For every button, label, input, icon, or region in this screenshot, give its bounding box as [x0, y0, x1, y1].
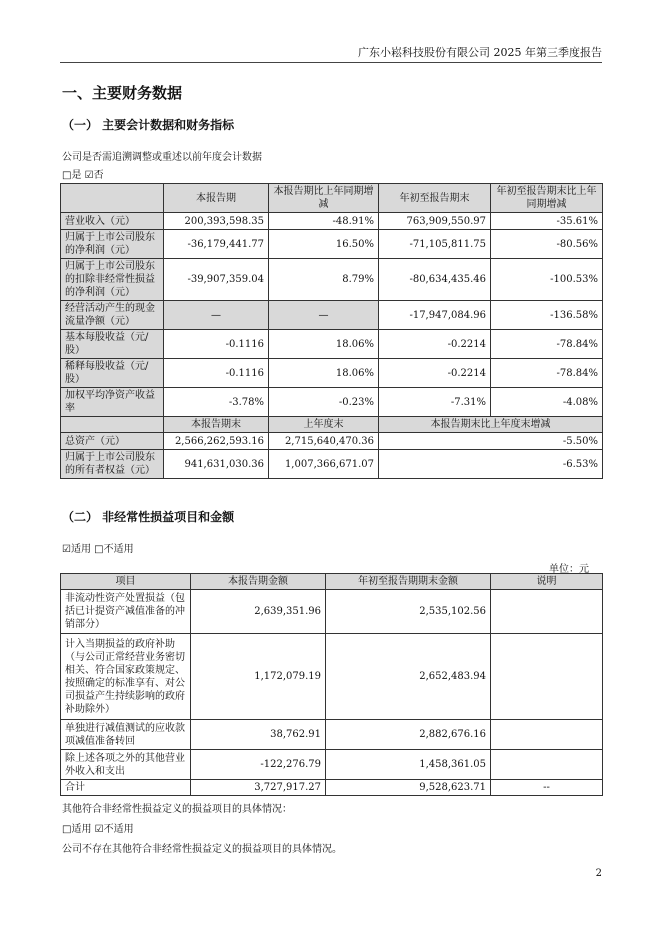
table-cell: 2,566,262,593.16: [164, 433, 269, 450]
table-cell: 2,882,676.16: [326, 720, 491, 750]
header-cell: [61, 417, 164, 433]
table-cell: -0.2214: [379, 359, 491, 388]
table-cell: [491, 634, 603, 720]
other-items-checkbox: □适用 ☑不适用: [62, 824, 134, 835]
row-label: 归属于上市公司股东的净利润（元）: [61, 230, 164, 259]
table-cell: --: [491, 780, 603, 796]
page-header-title: 广东小崧科技股份有限公司 2025 年第三季度报告: [358, 46, 602, 59]
header-cell: 年初至报告期末比上年同期增减: [491, 184, 603, 213]
table-row: [61, 213, 603, 230]
table-cell: 1,172,079.19: [191, 634, 326, 720]
header-cell: 年初至报告期期末金额: [326, 574, 491, 590]
table-cell: -0.23%: [269, 388, 379, 417]
table-row: [61, 259, 603, 301]
subsection-title-2: （二） 非经常性损益项目和金额: [62, 510, 235, 524]
table-row: [61, 301, 603, 330]
table-cell: —: [164, 301, 269, 330]
table-row: [61, 450, 603, 479]
row-label: 经营活动产生的现金流量净额（元）: [61, 301, 164, 330]
table-cell: 2,652,483.94: [326, 634, 491, 720]
table-cell: -122,276.79: [191, 750, 326, 780]
table-cell: -39,907,359.04: [164, 259, 269, 301]
table-cell: -6.53%: [379, 450, 603, 479]
table-cell: -36,179,441.77: [164, 230, 269, 259]
table-cell: -80.56%: [491, 230, 603, 259]
table-cell: -0.1116: [164, 330, 269, 359]
table-row: [61, 590, 603, 634]
table-row: [61, 388, 603, 417]
table-row: [61, 433, 603, 450]
row-label: 加权平均净资产收益率: [61, 388, 164, 417]
table-cell: -71,105,811.75: [379, 230, 491, 259]
table-total-row: [61, 780, 603, 796]
table-cell: -136.58%: [491, 301, 603, 330]
row-label: 合计: [61, 780, 191, 796]
applicable-checkbox: ☑适用 □不适用: [62, 544, 134, 555]
table-cell: -5.50%: [379, 433, 603, 450]
table-cell: 1,458,361.05: [326, 750, 491, 780]
table-cell: 2,535,102.56: [326, 590, 491, 634]
table-cell: -78.84%: [491, 330, 603, 359]
header-cell: 本报告期金额: [191, 574, 326, 590]
header-cell: 说明: [491, 574, 603, 590]
table-cell: -48.91%: [269, 213, 379, 230]
table-cell: -78.84%: [491, 359, 603, 388]
table-cell: -4.08%: [491, 388, 603, 417]
table-cell: -17,947,084.96: [379, 301, 491, 330]
header-cell: 上年度末: [269, 417, 379, 433]
table-cell: -100.53%: [491, 259, 603, 301]
row-label: 除上述各项之外的其他营业外收入和支出: [61, 750, 191, 780]
row-label: 稀释每股收益（元/股）: [61, 359, 164, 388]
header-divider: [60, 62, 602, 63]
table-cell: 8.79%: [269, 259, 379, 301]
table-row: [61, 359, 603, 388]
table-cell: 38,762.91: [191, 720, 326, 750]
table-row: [61, 330, 603, 359]
row-label: 营业收入（元）: [61, 213, 164, 230]
unit-label: 单位：元: [549, 564, 589, 575]
header-cell: [61, 184, 164, 213]
table-cell: [491, 590, 603, 634]
table-cell: [491, 750, 603, 780]
other-items-statement: 公司不存在其他符合非经常性损益定义的损益项目的具体情况。: [62, 844, 342, 855]
table-row: [61, 634, 603, 720]
table-cell: 2,639,351.96: [191, 590, 326, 634]
table-cell: -7.31%: [379, 388, 491, 417]
table-cell: 1,007,366,671.07: [269, 450, 379, 479]
table-cell: -0.1116: [164, 359, 269, 388]
table-cell: —: [269, 301, 379, 330]
page-number: 2: [595, 868, 602, 879]
header-cell: 年初至报告期末: [379, 184, 491, 213]
header-cell: 项目: [61, 574, 191, 590]
header-cell: 本报告期末: [164, 417, 269, 433]
restatement-note: 公司是否需追溯调整或重述以前年度会计数据: [62, 152, 262, 163]
row-label: 非流动性资产处置损益（包括已计提资产减值准备的冲销部分）: [61, 590, 191, 634]
table-cell: -35.61%: [491, 213, 603, 230]
financial-data-table: [60, 183, 603, 479]
table-cell: -3.78%: [164, 388, 269, 417]
table-cell: 18.06%: [269, 330, 379, 359]
table-cell: 763,909,550.97: [379, 213, 491, 230]
table-header-row: [61, 574, 603, 590]
table-header-row: [61, 184, 603, 213]
table-row: [61, 230, 603, 259]
other-items-note: 其他符合非经常性损益定义的损益项目的具体情况：: [62, 804, 292, 815]
table-cell: 941,631,030.36: [164, 450, 269, 479]
row-label: 单独进行减值测试的应收款项减值准备转回: [61, 720, 191, 750]
row-label: 总资产（元）: [61, 433, 164, 450]
table-cell: 9,528,623.71: [326, 780, 491, 796]
section-title: 一、主要财务数据: [62, 84, 183, 102]
header-cell: 本报告期: [164, 184, 269, 213]
table-cell: [491, 720, 603, 750]
table-cell: 3,727,917.27: [191, 780, 326, 796]
table-cell: -0.2214: [379, 330, 491, 359]
row-label: 计入当期损益的政府补助（与公司正常经营业务密切相关、符合国家政策规定、按照确定的标准享有、对公司损益产生持续影响的政府补助除外）: [61, 634, 191, 720]
table-cell: 16.50%: [269, 230, 379, 259]
subsection-title-1: （一） 主要会计数据和财务指标: [62, 118, 235, 132]
table-row: [61, 720, 603, 750]
header-cell: 本报告期比上年同期增减: [269, 184, 379, 213]
row-label: 基本每股收益（元/股）: [61, 330, 164, 359]
table-cell: 200,393,598.35: [164, 213, 269, 230]
table-cell: 18.06%: [269, 359, 379, 388]
table-row: [61, 750, 603, 780]
table-cell: -80,634,435.46: [379, 259, 491, 301]
header-cell: 本报告期末比上年度末增减: [379, 417, 603, 433]
restatement-checkbox: □是 ☑否: [62, 170, 104, 181]
table-subheader-row: [61, 417, 603, 433]
row-label: 归属于上市公司股东的扣除非经常性损益的净利润（元）: [61, 259, 164, 301]
table-cell: 2,715,640,470.36: [269, 433, 379, 450]
non-recurring-items-table: [60, 573, 603, 796]
row-label: 归属于上市公司股东的所有者权益（元）: [61, 450, 164, 479]
